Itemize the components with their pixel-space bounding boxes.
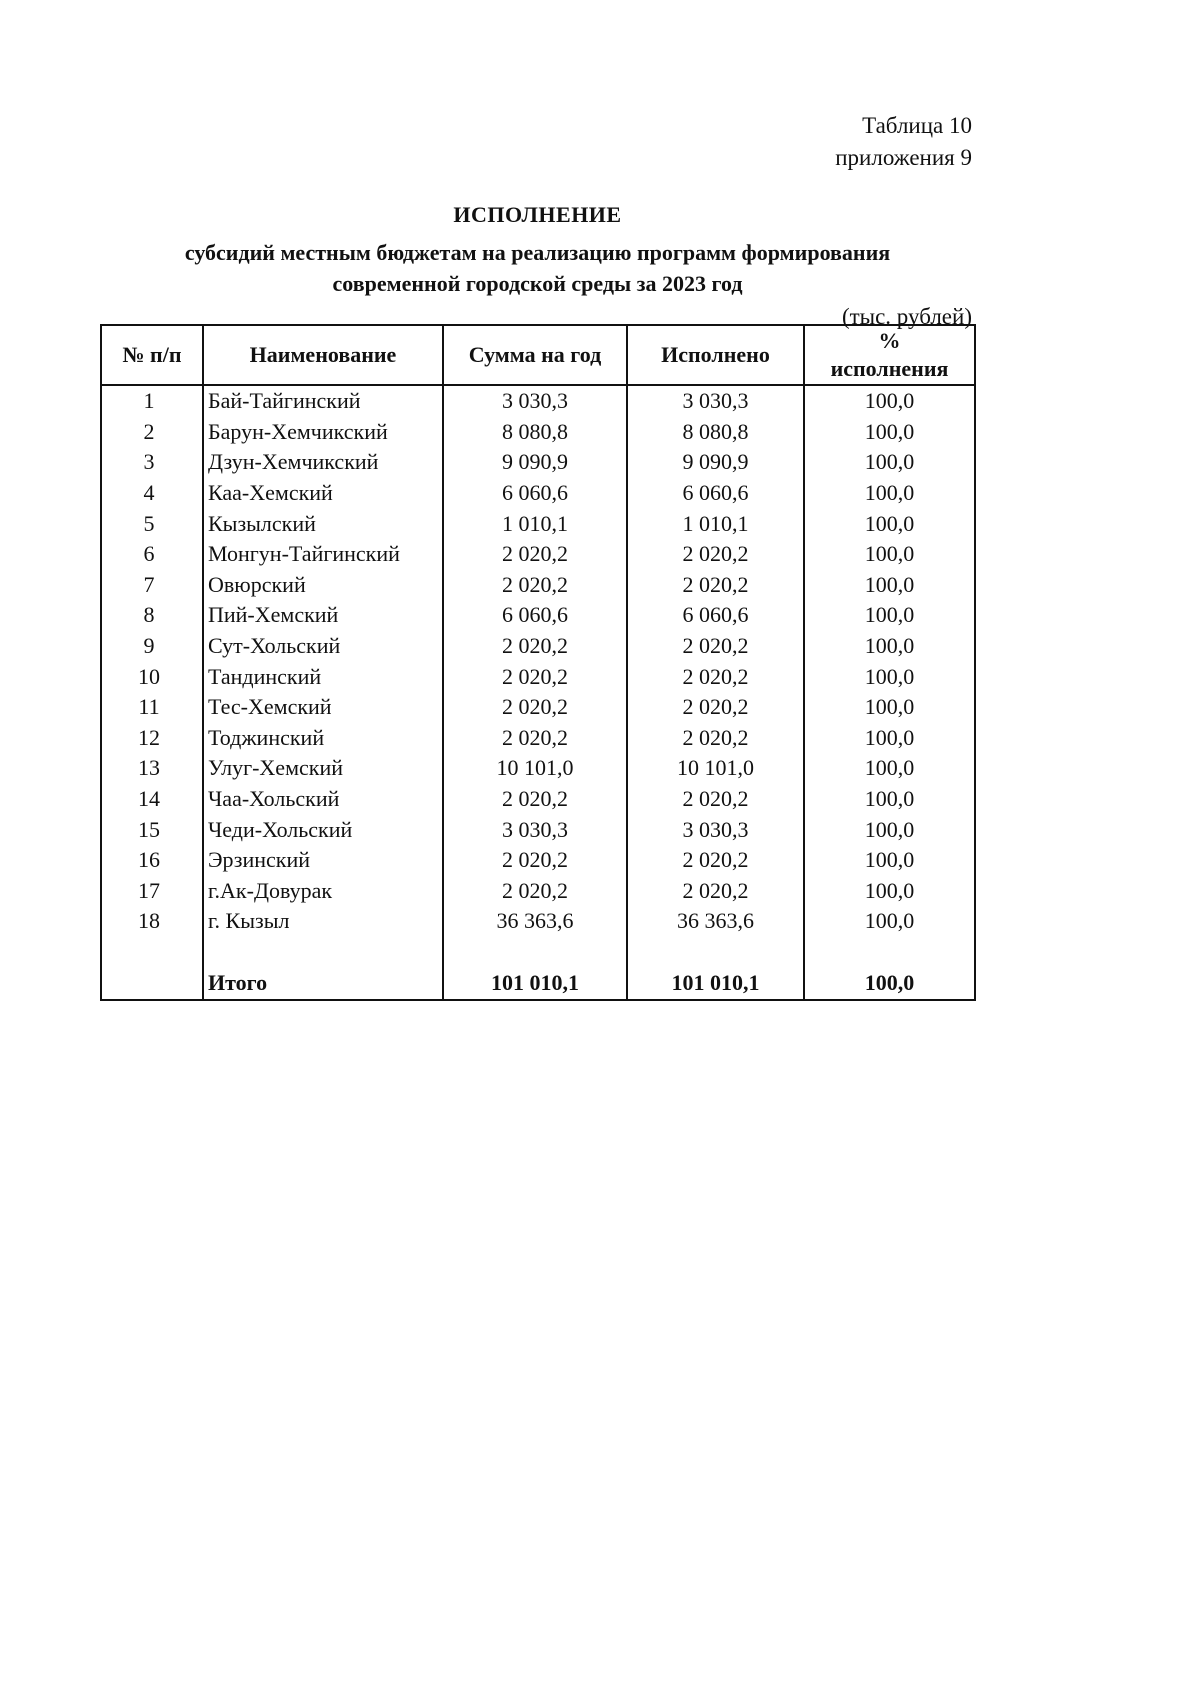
execution-percent: 100,0 xyxy=(804,692,975,723)
executed-sum: 8 080,8 xyxy=(627,417,804,448)
row-number: 8 xyxy=(101,600,203,631)
table-row xyxy=(101,478,975,509)
annual-sum: 8 080,8 xyxy=(443,417,627,448)
empty-cell xyxy=(101,937,203,967)
district-name: Каа-Хемский xyxy=(203,478,443,509)
executed-sum: 2 020,2 xyxy=(627,784,804,815)
district-name: Дзун-Хемчикский xyxy=(203,447,443,478)
execution-percent: 100,0 xyxy=(804,876,975,907)
total-label: Итого xyxy=(203,967,443,1000)
annual-sum: 2 020,2 xyxy=(443,661,627,692)
annual-sum: 10 101,0 xyxy=(443,753,627,784)
executed-sum: 2 020,2 xyxy=(627,631,804,662)
total-executed-sum: 101 010,1 xyxy=(627,967,804,1000)
annual-sum: 1 010,1 xyxy=(443,508,627,539)
header-sum: Сумма на год xyxy=(443,325,627,385)
execution-percent: 100,0 xyxy=(804,845,975,876)
executed-sum: 1 010,1 xyxy=(627,508,804,539)
subtitle-line-2: современной городской среды за 2023 год xyxy=(332,271,743,296)
district-name: Чаа-Хольский xyxy=(203,784,443,815)
row-number: 6 xyxy=(101,539,203,570)
table-row xyxy=(101,600,975,631)
row-number: 17 xyxy=(101,876,203,907)
execution-percent: 100,0 xyxy=(804,906,975,937)
annual-sum: 2 020,2 xyxy=(443,570,627,601)
table-row xyxy=(101,692,975,723)
row-number: 15 xyxy=(101,814,203,845)
executed-sum: 2 020,2 xyxy=(627,876,804,907)
annual-sum: 2 020,2 xyxy=(443,845,627,876)
district-name: г.Ак-Довурак xyxy=(203,876,443,907)
district-name: Эрзинский xyxy=(203,845,443,876)
annual-sum: 9 090,9 xyxy=(443,447,627,478)
row-number: 11 xyxy=(101,692,203,723)
table-row xyxy=(101,753,975,784)
executed-sum: 6 060,6 xyxy=(627,600,804,631)
execution-percent: 100,0 xyxy=(804,508,975,539)
executed-sum: 2 020,2 xyxy=(627,661,804,692)
execution-percent: 100,0 xyxy=(804,478,975,509)
table-row xyxy=(101,845,975,876)
subtitle-line-1: субсидий местным бюджетам на реализацию программ формирования xyxy=(184,240,891,265)
row-number: 13 xyxy=(101,753,203,784)
district-name: Кызылский xyxy=(203,508,443,539)
table-row xyxy=(101,570,975,601)
empty-cell xyxy=(804,937,975,967)
table-row xyxy=(101,508,975,539)
empty-cell xyxy=(203,937,443,967)
table-row xyxy=(101,385,975,417)
annual-sum: 2 020,2 xyxy=(443,692,627,723)
executed-sum: 9 090,9 xyxy=(627,447,804,478)
table-row xyxy=(101,723,975,754)
table-reference: Таблица 10 xyxy=(862,113,972,138)
annual-sum: 36 363,6 xyxy=(443,906,627,937)
execution-percent: 100,0 xyxy=(804,814,975,845)
execution-percent: 100,0 xyxy=(804,447,975,478)
district-name: Сут-Хольский xyxy=(203,631,443,662)
annual-sum: 2 020,2 xyxy=(443,539,627,570)
row-number: 12 xyxy=(101,723,203,754)
execution-table xyxy=(100,324,976,1001)
execution-percent: 100,0 xyxy=(804,631,975,662)
district-name: Монгун-Тайгинский xyxy=(203,539,443,570)
annual-sum: 2 020,2 xyxy=(443,784,627,815)
executed-sum: 2 020,2 xyxy=(627,539,804,570)
execution-percent: 100,0 xyxy=(804,417,975,448)
district-name: Улуг-Хемский xyxy=(203,753,443,784)
table-row xyxy=(101,631,975,662)
header-percent xyxy=(804,325,975,385)
total-row xyxy=(101,967,975,1000)
units-note: (тыс. рублей) xyxy=(841,304,972,329)
annual-sum: 2 020,2 xyxy=(443,631,627,662)
annual-sum: 3 030,3 xyxy=(443,814,627,845)
row-number: 18 xyxy=(101,906,203,937)
header-percent-sign: % xyxy=(878,328,901,353)
table-row xyxy=(101,876,975,907)
executed-sum: 6 060,6 xyxy=(627,478,804,509)
total-annual-sum: 101 010,1 xyxy=(443,967,627,1000)
execution-percent: 100,0 xyxy=(804,723,975,754)
execution-percent: 100,0 xyxy=(804,539,975,570)
row-number: 16 xyxy=(101,845,203,876)
district-name: Овюрский xyxy=(203,570,443,601)
execution-percent: 100,0 xyxy=(804,753,975,784)
appendix-number: приложения 9 xyxy=(835,145,972,170)
annual-sum: 2 020,2 xyxy=(443,876,627,907)
row-number: 9 xyxy=(101,631,203,662)
row-number: 10 xyxy=(101,661,203,692)
executed-sum: 2 020,2 xyxy=(627,692,804,723)
row-number: 5 xyxy=(101,508,203,539)
table-row xyxy=(101,906,975,937)
annual-sum: 3 030,3 xyxy=(443,385,627,417)
execution-percent: 100,0 xyxy=(804,385,975,417)
district-name: Тандинский xyxy=(203,661,443,692)
empty-cell xyxy=(627,937,804,967)
table-header-row xyxy=(101,325,975,385)
executed-sum: 2 020,2 xyxy=(627,723,804,754)
table-row xyxy=(101,417,975,448)
total-number-cell xyxy=(101,967,203,1000)
table-row xyxy=(101,447,975,478)
executed-sum: 3 030,3 xyxy=(627,814,804,845)
table-body xyxy=(101,385,975,1000)
empty-cell xyxy=(443,937,627,967)
district-name: Чеди-Хольский xyxy=(203,814,443,845)
executed-sum: 3 030,3 xyxy=(627,385,804,417)
district-name: Бай-Тайгинский xyxy=(203,385,443,417)
header-percent-label: исполнения xyxy=(830,356,949,381)
district-name: Тес-Хемский xyxy=(203,692,443,723)
header-name: Наименование xyxy=(203,325,443,385)
district-name: Тоджинский xyxy=(203,723,443,754)
district-name: Барун-Хемчикский xyxy=(203,417,443,448)
district-name: г. Кызыл xyxy=(203,906,443,937)
row-number: 3 xyxy=(101,447,203,478)
executed-sum: 36 363,6 xyxy=(627,906,804,937)
execution-percent: 100,0 xyxy=(804,784,975,815)
document-title: ИСПОЛНЕНИЕ xyxy=(453,202,622,227)
row-number: 7 xyxy=(101,570,203,601)
district-name: Пий-Хемский xyxy=(203,600,443,631)
total-execution-percent: 100,0 xyxy=(804,967,975,1000)
execution-percent: 100,0 xyxy=(804,600,975,631)
table-row xyxy=(101,814,975,845)
annual-sum: 6 060,6 xyxy=(443,600,627,631)
spacer-row xyxy=(101,937,975,967)
row-number: 14 xyxy=(101,784,203,815)
table-row xyxy=(101,539,975,570)
annual-sum: 2 020,2 xyxy=(443,723,627,754)
row-number: 2 xyxy=(101,417,203,448)
executed-sum: 10 101,0 xyxy=(627,753,804,784)
annual-sum: 6 060,6 xyxy=(443,478,627,509)
executed-sum: 2 020,2 xyxy=(627,845,804,876)
executed-sum: 2 020,2 xyxy=(627,570,804,601)
table-row xyxy=(101,784,975,815)
appendix-reference xyxy=(835,110,972,174)
execution-percent: 100,0 xyxy=(804,570,975,601)
header-done: Исполнено xyxy=(627,325,804,385)
row-number: 4 xyxy=(101,478,203,509)
document-subtitle xyxy=(100,237,975,299)
execution-percent: 100,0 xyxy=(804,661,975,692)
table-row xyxy=(101,661,975,692)
row-number: 1 xyxy=(101,385,203,417)
header-number: № п/п xyxy=(101,325,203,385)
